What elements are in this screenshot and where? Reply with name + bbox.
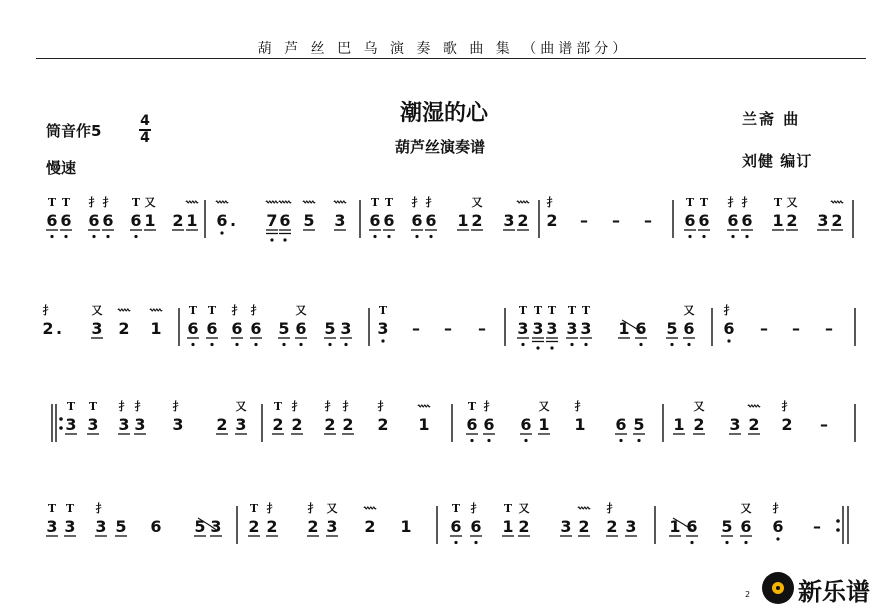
note: 6 <box>425 211 437 230</box>
note: 2 <box>307 517 319 536</box>
note: 2 <box>216 415 228 434</box>
octave-dot <box>50 235 53 238</box>
dash-extender: – <box>825 319 833 338</box>
note: 3 <box>817 211 829 230</box>
octave-dot <box>134 235 137 238</box>
octave-dot <box>373 235 376 238</box>
note: 1 <box>669 517 681 536</box>
technique-mark: 又 <box>295 304 307 317</box>
octave-dot <box>283 238 286 241</box>
note: 6 <box>683 319 695 338</box>
dash-extender: – <box>612 211 620 230</box>
repeat-dot <box>59 426 63 430</box>
octave-dot <box>487 439 490 442</box>
note: 5 <box>666 319 678 338</box>
note: 6 <box>369 211 381 230</box>
note: 6 <box>411 211 423 230</box>
dash-extender: – <box>444 319 452 338</box>
technique-mark: 扌 <box>342 400 354 413</box>
technique-mark: 又 <box>144 196 156 209</box>
tempo-marking: 慢速 <box>46 159 77 177</box>
octave-dot <box>344 343 347 346</box>
octave-dot <box>524 439 527 442</box>
trill-mark <box>216 201 228 203</box>
note: 3 <box>235 415 247 434</box>
technique-mark: 扌 <box>483 400 495 413</box>
technique-mark: T <box>88 400 98 413</box>
note: 3 <box>134 415 146 434</box>
page-number: 2 <box>745 590 751 599</box>
dash-extender: – <box>478 319 486 338</box>
trill-mark <box>303 201 315 203</box>
note: 1 <box>574 415 586 434</box>
note: 6 <box>686 517 698 536</box>
repeat-dot <box>836 528 840 532</box>
octave-dot <box>106 235 109 238</box>
song-title: 潮湿的心 <box>399 101 488 126</box>
technique-mark: T <box>384 196 394 209</box>
note: 3 <box>546 319 558 338</box>
note: 1 <box>618 319 630 338</box>
note: 3 <box>87 415 99 434</box>
technique-mark: T <box>61 196 71 209</box>
technique-mark: T <box>467 400 477 413</box>
note: 6 <box>102 211 114 230</box>
note: 6 <box>231 319 243 338</box>
dash-extender: – <box>813 517 821 536</box>
technique-mark: T <box>518 304 528 317</box>
technique-mark: 扌 <box>546 196 558 209</box>
octave-dot <box>381 339 384 342</box>
note: 3 <box>326 517 338 536</box>
technique-mark: 又 <box>693 400 705 413</box>
note: 1 <box>186 211 198 230</box>
trill-mark <box>186 201 198 203</box>
technique-mark: T <box>207 304 217 317</box>
technique-mark: 又 <box>518 502 530 515</box>
note: 5 <box>194 517 206 536</box>
note: 6 <box>684 211 696 230</box>
trill-mark <box>334 201 346 203</box>
note: 3 <box>377 319 389 338</box>
note: 6 <box>88 211 100 230</box>
note: 6 <box>206 319 218 338</box>
note: 3 <box>91 319 103 338</box>
octave-dot <box>619 439 622 442</box>
octave-dot <box>690 541 693 544</box>
dash-extender: – <box>580 211 588 230</box>
note: 2 <box>377 415 389 434</box>
technique-mark: 扌 <box>606 502 618 515</box>
technique-mark: 又 <box>91 304 103 317</box>
octave-dot <box>744 541 747 544</box>
technique-mark: T <box>188 304 198 317</box>
octave-dot <box>429 235 432 238</box>
note: 3 <box>46 517 58 536</box>
technique-mark: 又 <box>235 400 247 413</box>
note: 3 <box>340 319 352 338</box>
octave-dot <box>92 235 95 238</box>
trill-mark <box>266 201 278 203</box>
note: 1 <box>150 319 162 338</box>
technique-mark: T <box>131 196 141 209</box>
technique-mark: 又 <box>683 304 695 317</box>
note: 6 <box>46 211 58 230</box>
note: 6 <box>635 319 647 338</box>
note: 1 <box>457 211 469 230</box>
technique-mark: 扌 <box>307 502 319 515</box>
note: 5 <box>721 517 733 536</box>
technique-mark: T <box>547 304 557 317</box>
note: 2 <box>606 517 618 536</box>
technique-mark: 扌 <box>574 400 586 413</box>
note: 6 <box>130 211 142 230</box>
octave-dot <box>687 343 690 346</box>
note: 1 <box>144 211 156 230</box>
note: 2 <box>786 211 798 230</box>
note: 6 <box>466 415 478 434</box>
site-logo[interactable] <box>762 570 882 606</box>
technique-mark: 扌 <box>411 196 423 209</box>
octave-dot <box>415 235 418 238</box>
technique-mark: T <box>378 304 388 317</box>
octave-dot <box>270 238 273 241</box>
trill-mark <box>748 405 760 407</box>
note: 6 <box>295 319 307 338</box>
note: 6 <box>698 211 710 230</box>
trill-mark <box>517 201 529 203</box>
technique-mark: 扌 <box>42 304 54 317</box>
technique-mark: 扌 <box>95 502 107 515</box>
note: 6 <box>279 211 291 230</box>
note: 3 <box>532 319 544 338</box>
note: 1 <box>538 415 550 434</box>
octave-dot <box>727 339 730 342</box>
note: 2 <box>781 415 793 434</box>
trill-mark <box>118 309 130 311</box>
note: 6 <box>383 211 395 230</box>
key-signature: 筒音作5 <box>46 122 102 140</box>
note: 3 <box>64 517 76 536</box>
time-signature-bottom: 4 <box>140 129 150 146</box>
note: 3 <box>118 415 130 434</box>
note: 6 <box>740 517 752 536</box>
technique-mark: T <box>567 304 577 317</box>
technique-mark: T <box>773 196 783 209</box>
note: 2 <box>342 415 354 434</box>
note: 5 <box>633 415 645 434</box>
technique-mark: 扌 <box>118 400 130 413</box>
note: 5 <box>278 319 290 338</box>
trill-mark <box>831 201 843 203</box>
note: 6 <box>216 211 228 230</box>
note: 3 <box>172 415 184 434</box>
note: 1 <box>673 415 685 434</box>
note: 3 <box>210 517 222 536</box>
octave-dot <box>584 343 587 346</box>
trill-mark <box>150 309 162 311</box>
octave-dot <box>639 343 642 346</box>
octave-dot <box>454 541 457 544</box>
note: 2 <box>471 211 483 230</box>
technique-mark: 扌 <box>772 502 784 515</box>
technique-mark: 扌 <box>723 304 735 317</box>
technique-mark: 又 <box>538 400 550 413</box>
octave-dot <box>282 343 285 346</box>
note: 2 <box>518 517 530 536</box>
note: 2 <box>291 415 303 434</box>
dash-extender: – <box>760 319 768 338</box>
note: 2 <box>748 415 760 434</box>
technique-mark: T <box>685 196 695 209</box>
octave-dot <box>570 343 573 346</box>
technique-mark: T <box>47 502 57 515</box>
technique-mark: 扌 <box>250 304 262 317</box>
technique-mark: T <box>370 196 380 209</box>
technique-mark: T <box>47 196 57 209</box>
technique-mark: 扌 <box>741 196 753 209</box>
note: 2 <box>324 415 336 434</box>
octave-dot <box>688 235 691 238</box>
octave-dot <box>725 541 728 544</box>
technique-mark: 扌 <box>377 400 389 413</box>
technique-mark: 扌 <box>470 502 482 515</box>
repeat-dot <box>836 519 840 523</box>
octave-dot <box>254 343 257 346</box>
note: 2 <box>517 211 529 230</box>
note: 1 <box>502 517 514 536</box>
technique-mark: T <box>581 304 591 317</box>
technique-mark: 扌 <box>134 400 146 413</box>
octave-dot <box>670 343 673 346</box>
technique-mark: 又 <box>326 502 338 515</box>
augmentation-dot: . <box>229 211 237 230</box>
note: 2 <box>831 211 843 230</box>
octave-dot <box>299 343 302 346</box>
technique-mark: 又 <box>471 196 483 209</box>
note: 6 <box>483 415 495 434</box>
note: 3 <box>625 517 637 536</box>
note: 6 <box>250 319 262 338</box>
note: 3 <box>566 319 578 338</box>
technique-mark: 又 <box>740 502 752 515</box>
octave-dot <box>745 235 748 238</box>
technique-mark: T <box>533 304 543 317</box>
octave-dot <box>731 235 734 238</box>
note: 3 <box>560 517 572 536</box>
technique-mark: T <box>451 502 461 515</box>
note: 6 <box>615 415 627 434</box>
technique-mark: 扌 <box>727 196 739 209</box>
technique-mark: T <box>65 502 75 515</box>
octave-dot <box>64 235 67 238</box>
technique-mark: 扌 <box>172 400 184 413</box>
technique-mark: 扌 <box>425 196 437 209</box>
octave-dot <box>702 235 705 238</box>
octave-dot <box>474 541 477 544</box>
octave-dot <box>470 439 473 442</box>
octave-dot <box>637 439 640 442</box>
dash-extender: – <box>644 211 652 230</box>
note: 3 <box>517 319 529 338</box>
note: 3 <box>503 211 515 230</box>
note: 6 <box>187 319 199 338</box>
dash-extender: – <box>792 319 800 338</box>
note: 2 <box>172 211 184 230</box>
note: 2 <box>266 517 278 536</box>
note: 2 <box>578 517 590 536</box>
note: 2 <box>248 517 260 536</box>
trill-mark <box>578 507 590 509</box>
note: 6 <box>520 415 532 434</box>
technique-mark: 扌 <box>324 400 336 413</box>
technique-mark: T <box>273 400 283 413</box>
note: 1 <box>418 415 430 434</box>
note: 6 <box>723 319 735 338</box>
octave-dot <box>776 537 779 540</box>
note: 2 <box>272 415 284 434</box>
trill-mark <box>364 507 376 509</box>
time-signature-top: 4 <box>140 113 150 129</box>
note: 5 <box>303 211 315 230</box>
octave-dot <box>210 343 213 346</box>
note: 1 <box>400 517 412 536</box>
note: 5 <box>324 319 336 338</box>
note: 2 <box>546 211 558 230</box>
arranger-credit: 刘健 编订 <box>742 152 813 170</box>
note: 3 <box>65 415 77 434</box>
note: 5 <box>115 517 127 536</box>
logo-text: 新乐谱 <box>798 578 870 606</box>
note: 2 <box>42 319 54 338</box>
note: 6 <box>150 517 162 536</box>
trill-mark <box>418 405 430 407</box>
octave-dot <box>235 343 238 346</box>
song-subtitle: 葫芦丝演奏谱 <box>394 138 485 156</box>
note: 3 <box>580 319 592 338</box>
note: 1 <box>772 211 784 230</box>
note: 3 <box>729 415 741 434</box>
note: 6 <box>60 211 72 230</box>
collection-header: 葫 芦 丝 巴 乌 演 奏 歌 曲 集 （曲谱部分） <box>257 41 631 57</box>
augmentation-dot: . <box>55 319 63 338</box>
technique-mark: T <box>66 400 76 413</box>
technique-mark: 扌 <box>781 400 793 413</box>
octave-dot <box>387 235 390 238</box>
technique-mark: 又 <box>786 196 798 209</box>
trill-mark <box>279 201 291 203</box>
note: 6 <box>470 517 482 536</box>
note: 2 <box>118 319 130 338</box>
octave-dot <box>191 343 194 346</box>
technique-mark: 扌 <box>102 196 114 209</box>
note: 6 <box>772 517 784 536</box>
note: 3 <box>95 517 107 536</box>
technique-mark: T <box>699 196 709 209</box>
technique-mark: 扌 <box>88 196 100 209</box>
composer-credit: 兰斋 曲 <box>742 110 801 128</box>
technique-mark: 扌 <box>291 400 303 413</box>
repeat-dot <box>59 417 63 421</box>
technique-mark: T <box>503 502 513 515</box>
technique-mark: T <box>249 502 259 515</box>
octave-dot <box>521 343 524 346</box>
note: 6 <box>450 517 462 536</box>
technique-mark: 扌 <box>266 502 278 515</box>
octave-dot <box>550 346 553 349</box>
octave-dot <box>328 343 331 346</box>
note: 7 <box>266 211 278 230</box>
dash-extender: – <box>412 319 420 338</box>
technique-mark: 扌 <box>231 304 243 317</box>
note: 6 <box>741 211 753 230</box>
note: 2 <box>693 415 705 434</box>
octave-dot <box>220 231 223 234</box>
dash-extender: – <box>820 415 828 434</box>
note: 6 <box>727 211 739 230</box>
octave-dot <box>536 346 539 349</box>
vinyl-record-icon <box>762 572 794 604</box>
note: 3 <box>334 211 346 230</box>
note: 2 <box>364 517 376 536</box>
